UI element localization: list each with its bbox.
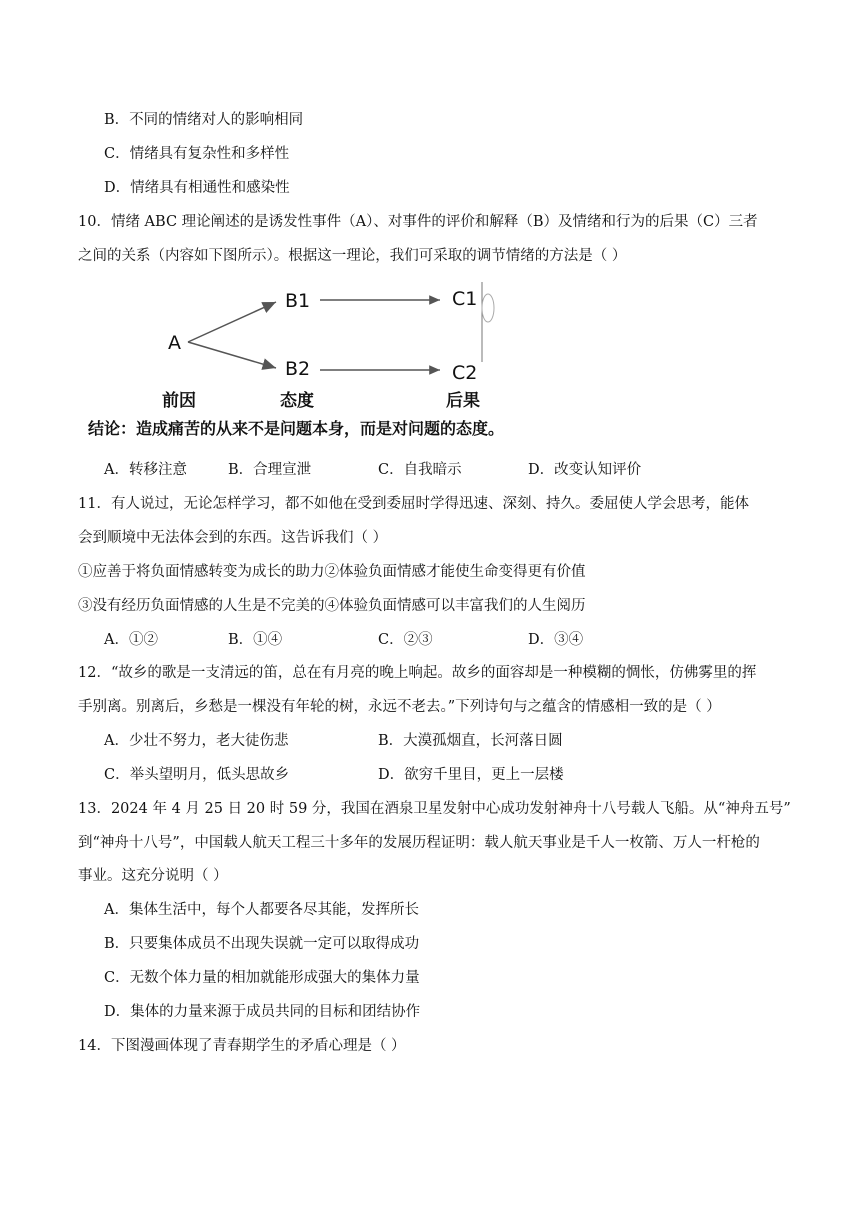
q12-option-b: B．大漠孤烟直，长河落日圆	[378, 733, 563, 749]
label-cause: 前因	[162, 391, 196, 411]
label-b1: B1	[285, 290, 311, 312]
q11-option-c: C．②③	[378, 632, 433, 648]
q12-stem-line2: 手别离。别离后，乡愁是一棵没有年轮的树，永远不老去。”下列诗句与之蕴含的情感相一致的是（ ）	[78, 699, 721, 715]
q13-option-a: A．集体生活中，每个人都要各尽其能，发挥所长	[104, 902, 419, 918]
q13-stem-line1: 13．2024 年 4 月 25 日 20 时 59 分，我国在酒泉卫星发射中心成功发射神舟十八号载人飞船。从“神舟五号”	[78, 801, 791, 817]
q11-option-b: B．①④	[228, 632, 283, 648]
q10-stem-line1: 10．情绪 ABC 理论阐述的是诱发性事件（A）、对事件的评价和解释（B）及情绪和行为的后果（C）三者	[78, 214, 758, 230]
q13-stem-line2: 到“神舟十八号”，中国载人航天工程三十多年的发展历程证明：载人航天事业是千人一枚箭、万人一杆枪的	[78, 835, 760, 851]
arrow-a-to-b1	[188, 302, 276, 342]
q13-option-d: D．集体的力量来源于成员共同的目标和团结协作	[104, 1004, 421, 1020]
q9-option-b: B．不同的情绪对人的影响相同	[104, 112, 304, 128]
label-attitude: 态度	[280, 391, 314, 411]
q11-option-a: A．①②	[104, 632, 158, 648]
q10-stem-line2: 之间的关系（内容如下图所示）。根据这一理论，我们可采取的调节情绪的方法是（ ）	[78, 248, 627, 264]
q11-statements-2: ③没有经历负面情感的人生是不完美的④体验负面情感可以丰富我们的人生阅历	[78, 598, 586, 614]
q12-option-d: D．欲穷千里目，更上一层楼	[378, 767, 564, 783]
q12-option-a: A．少壮不努力，老大徒伤悲	[104, 733, 289, 749]
diagram-arrows	[150, 278, 570, 418]
arrow-a-to-b2	[188, 342, 276, 368]
q11-stem-line2: 会到顺境中无法体会到的东西。这告诉我们（ ）	[78, 530, 388, 546]
q9-option-d: D．情绪具有相通性和感染性	[104, 180, 290, 196]
diagram-conclusion: 结论：造成痛苦的从来不是问题本身，而是对问题的态度。	[88, 419, 505, 438]
q14-stem-line1: 14．下图漫画体现了青春期学生的矛盾心理是（ ）	[78, 1038, 406, 1054]
q13-option-c: C．无数个体力量的相加就能形成强大的集体力量	[104, 970, 420, 986]
q10-option-c: C．自我暗示	[378, 462, 462, 478]
q11-option-d: D．③④	[528, 632, 584, 648]
label-a: A	[168, 332, 181, 354]
q11-stem-line1: 11．有人说过，无论怎样学习，都不如他在受到委屈时学得迅速、深刻、持久。委屈使人学会思考，能体	[78, 496, 749, 512]
divider-mark	[482, 294, 494, 322]
q13-stem-line3: 事业。这充分说明（ ）	[78, 868, 228, 884]
label-b2: B2	[285, 358, 311, 380]
q9-option-c: C．情绪具有复杂性和多样性	[104, 146, 290, 162]
q12-option-c: C．举头望明月，低头思故乡	[104, 767, 290, 783]
q10-option-a: A．转移注意	[104, 462, 187, 478]
label-result: 后果	[446, 391, 480, 411]
q12-stem-line1: 12．“故乡的歌是一支清远的笛，总在有月亮的晚上响起。故乡的面容却是一种模糊的惆怅，仿佛雾里的挥	[78, 665, 757, 681]
label-c1: C1	[452, 288, 478, 310]
q10-option-d: D．改变认知评价	[528, 462, 642, 478]
q13-option-b: B．只要集体成员不出现失误就一定可以取得成功	[104, 936, 420, 952]
label-c2: C2	[452, 362, 478, 384]
q11-statements-1: ①应善于将负面情感转变为成长的助力②体验负面情感才能使生命变得更有价值	[78, 564, 586, 580]
q10-option-b: B．合理宣泄	[228, 462, 312, 478]
abc-theory-diagram	[150, 278, 570, 418]
